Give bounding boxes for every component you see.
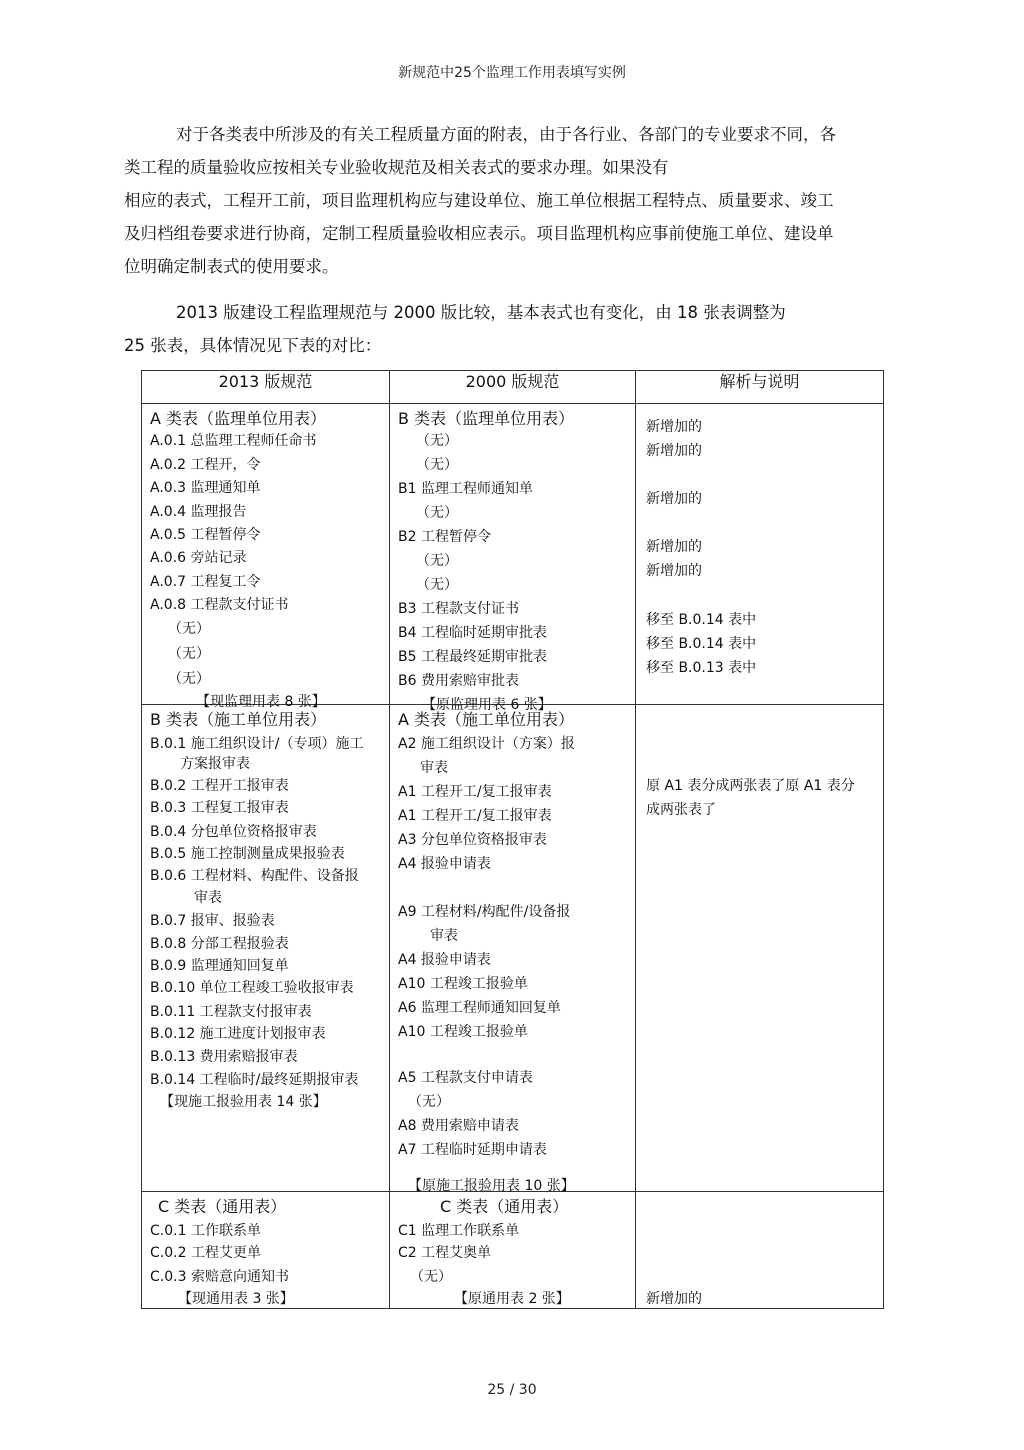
table-cell-line: （无）: [168, 671, 210, 687]
table-cell-line: A6 监理工程师通知回复单: [398, 1000, 561, 1016]
table-cell-line: A.0.6 旁站记录: [150, 550, 247, 566]
table-cell-line: B2 工程暂停令: [398, 529, 491, 545]
table-cell-line: A.0.5 工程暂停令: [150, 527, 261, 543]
table-cell-line: B.0.2 工程开工报审表: [150, 778, 289, 794]
cell-c-2000: [390, 1192, 636, 1309]
table-cell-line: （无）: [168, 621, 210, 637]
table-cell-line: （无）: [416, 457, 458, 473]
cell-c-notes: [636, 1192, 884, 1309]
group-total: 【现监理用表 8 张】: [196, 694, 326, 710]
table-cell-line: 移至 B.0.13 表中: [646, 660, 757, 676]
table-cell-line: （无）: [416, 505, 458, 521]
header-notes: 解析与说明: [636, 371, 884, 404]
table-cell-line: B1 监理工程师通知单: [398, 481, 533, 497]
table-cell-line: B.0.13 费用索赔报审表: [150, 1049, 298, 1065]
table-cell-line: 新增加的: [646, 443, 702, 459]
table-cell-line: B3 工程款支付证书: [398, 601, 519, 617]
table-cell-line: 审表: [194, 890, 222, 906]
table-cell-line: B.0.14 工程临时/最终延期报审表: [150, 1072, 359, 1088]
cell-b-notes: [636, 705, 884, 1192]
table-cell-line: A.0.7 工程复工令: [150, 574, 261, 590]
table-cell-line: B.0.3 工程复工报审表: [150, 800, 289, 816]
table-cell-line: 新增加的: [646, 419, 702, 435]
cell-b-2000: [390, 705, 636, 1192]
table-cell-line: A8 费用索赔申请表: [398, 1118, 519, 1134]
table-cell-line: 新增加的: [646, 563, 702, 579]
group-heading: C 类表（通用表）: [158, 1197, 287, 1216]
intro-paragraph-1: [124, 118, 904, 283]
table-cell-line: A1 工程开工/复工报审表: [398, 808, 552, 824]
table-row-group-b: [142, 705, 884, 1192]
text-line: 对于各类表中所涉及的有关工程质量方面的附表，由于各行业、各部门的专业要求不同，各: [176, 125, 836, 144]
table-cell-line: 审表: [420, 760, 448, 776]
table-cell-line: B.0.6 工程材料、构配件、设备报: [150, 868, 359, 884]
table-row-group-a: [142, 404, 884, 705]
header-2013: 2013 版规范: [142, 371, 390, 404]
table-cell-line: A7 工程临时延期申请表: [398, 1142, 547, 1158]
table-cell-line: 移至 B.0.14 表中: [646, 612, 757, 628]
table-cell-line: A9 工程材料/构配件/设备报: [398, 904, 571, 920]
table-cell-line: 移至 B.0.14 表中: [646, 636, 757, 652]
table-cell-line: （无）: [408, 1094, 450, 1110]
text-line: 2013 版建设工程监理规范与 2000 版比较，基本表式也有变化，由 18 张表调整为: [176, 303, 786, 322]
group-heading: B 类表（施工单位用表）: [150, 710, 327, 729]
table-cell-line: B6 费用索赔审批表: [398, 673, 519, 689]
table-cell-line: B4 工程临时延期审批表: [398, 625, 547, 641]
table-cell-line: A10 工程竣工报验单: [398, 976, 528, 992]
table-cell-line: B.0.10 单位工程竣工验收报审表: [150, 980, 354, 996]
table-cell-line: A4 报验申请表: [398, 856, 491, 872]
table-cell-line: B5 工程最终延期审批表: [398, 649, 547, 665]
table-cell-line: B.0.4 分包单位资格报审表: [150, 824, 317, 840]
running-header: 新规范中25个监理工作用表填写实例: [398, 65, 626, 81]
group-heading: B 类表（监理单位用表）: [398, 409, 575, 428]
table-cell-line: 新增加的: [646, 1291, 702, 1307]
group-heading: A 类表（监理单位用表）: [150, 409, 327, 428]
table-cell-line: 方案报审表: [180, 756, 250, 772]
cell-a-2013: [142, 404, 390, 710]
table-cell-line: （无）: [416, 433, 458, 449]
table-cell-line: （无）: [410, 1269, 452, 1285]
table-cell-line: A.0.1 总监理工程师任命书: [150, 433, 317, 449]
text-line: 类工程的质量验收应按相关专业验收规范及相关表式的要求办理。如果没有: [124, 158, 669, 177]
table-cell-line: （无）: [416, 553, 458, 569]
table-cell-line: B.0.11 工程款支付报审表: [150, 1004, 312, 1020]
text-line: 位明确定制表式的使用要求。: [124, 257, 339, 276]
table-cell-line: 新增加的: [646, 491, 702, 507]
group-total: 【原通用表 2 张】: [454, 1291, 570, 1307]
table-cell-line: B.0.7 报审、报验表: [150, 913, 275, 929]
table-cell-line: C1 监理工作联系单: [398, 1223, 520, 1239]
cell-a-2000: [390, 404, 636, 713]
table-cell-line: B.0.12 施工进度计划报审表: [150, 1026, 326, 1042]
text-line: 相应的表式，工程开工前，项目监理机构应与建设单位、施工单位根据工程特点、质量要求、竣工: [124, 191, 834, 210]
header-2000: 2000 版规范: [390, 371, 636, 404]
table-cell-line: 新增加的: [646, 539, 702, 555]
table-header-row: [142, 371, 884, 404]
group-total: 【现施工报验用表 14 张】: [160, 1094, 327, 1110]
table-cell-line: A10 工程竣工报验单: [398, 1024, 528, 1040]
cell-a-notes: [636, 404, 884, 705]
cell-b-2013: [142, 705, 390, 1192]
table-cell-line: A.0.4 监理报告: [150, 504, 247, 520]
table-cell-line: C.0.3 索赔意向通知书: [150, 1269, 289, 1285]
table-cell-line: B.0.1 施工组织设计/（专项）施工: [150, 736, 364, 752]
cell-c-2013: [142, 1192, 390, 1309]
text-line: 及归档组卷要求进行协商，定制工程质量验收相应表示。项目监理机构应事前使施工单位、建设单: [124, 224, 834, 243]
group-total: 【原施工报验用表 10 张】: [408, 1178, 575, 1194]
table-cell-line: C2 工程艾奥单: [398, 1245, 492, 1261]
group-total: 【原监理用表 6 张】: [422, 697, 552, 713]
table-cell-line: A.0.8 工程款支付证书: [150, 597, 289, 613]
table-cell-line: B.0.8 分部工程报验表: [150, 936, 289, 952]
table-cell-line: C.0.1 工作联系单: [150, 1223, 261, 1239]
group-heading: C 类表（通用表）: [440, 1197, 569, 1216]
table-cell-line: （无）: [168, 646, 210, 662]
text-line: 25 张表，具体情况见下表的对比：: [124, 336, 382, 355]
group-heading: A 类表（施工单位用表）: [398, 710, 575, 729]
table-cell-line: 成两张表了: [646, 802, 716, 818]
table-cell-line: （无）: [416, 577, 458, 593]
group-total: 【现通用表 3 张】: [178, 1291, 294, 1307]
table-cell-line: A5 工程款支付申请表: [398, 1070, 533, 1086]
table-cell-line: 原 A1 表分成两张表了原 A1 表分: [646, 778, 855, 794]
table-cell-line: B.0.5 施工控制测量成果报验表: [150, 846, 345, 862]
table-cell-line: C.0.2 工程艾更单: [150, 1245, 261, 1261]
table-cell-line: B.0.9 监理通知回复单: [150, 958, 289, 974]
table-row-group-c: [142, 1192, 884, 1309]
table-cell-line: A3 分包单位资格报审表: [398, 832, 547, 848]
table-cell-line: A4 报验申请表: [398, 952, 491, 968]
table-cell-line: A2 施工组织设计（方案）报: [398, 736, 575, 752]
table-cell-line: A.0.3 监理通知单: [150, 480, 261, 496]
comparison-table: [141, 370, 884, 1309]
table-cell-line: A.0.2 工程开，令: [150, 457, 261, 473]
table-cell-line: 审表: [430, 928, 458, 944]
intro-paragraph-2: [124, 296, 904, 362]
table-cell-line: A1 工程开工/复工报审表: [398, 784, 552, 800]
page-number: 25 / 30: [487, 1382, 537, 1398]
